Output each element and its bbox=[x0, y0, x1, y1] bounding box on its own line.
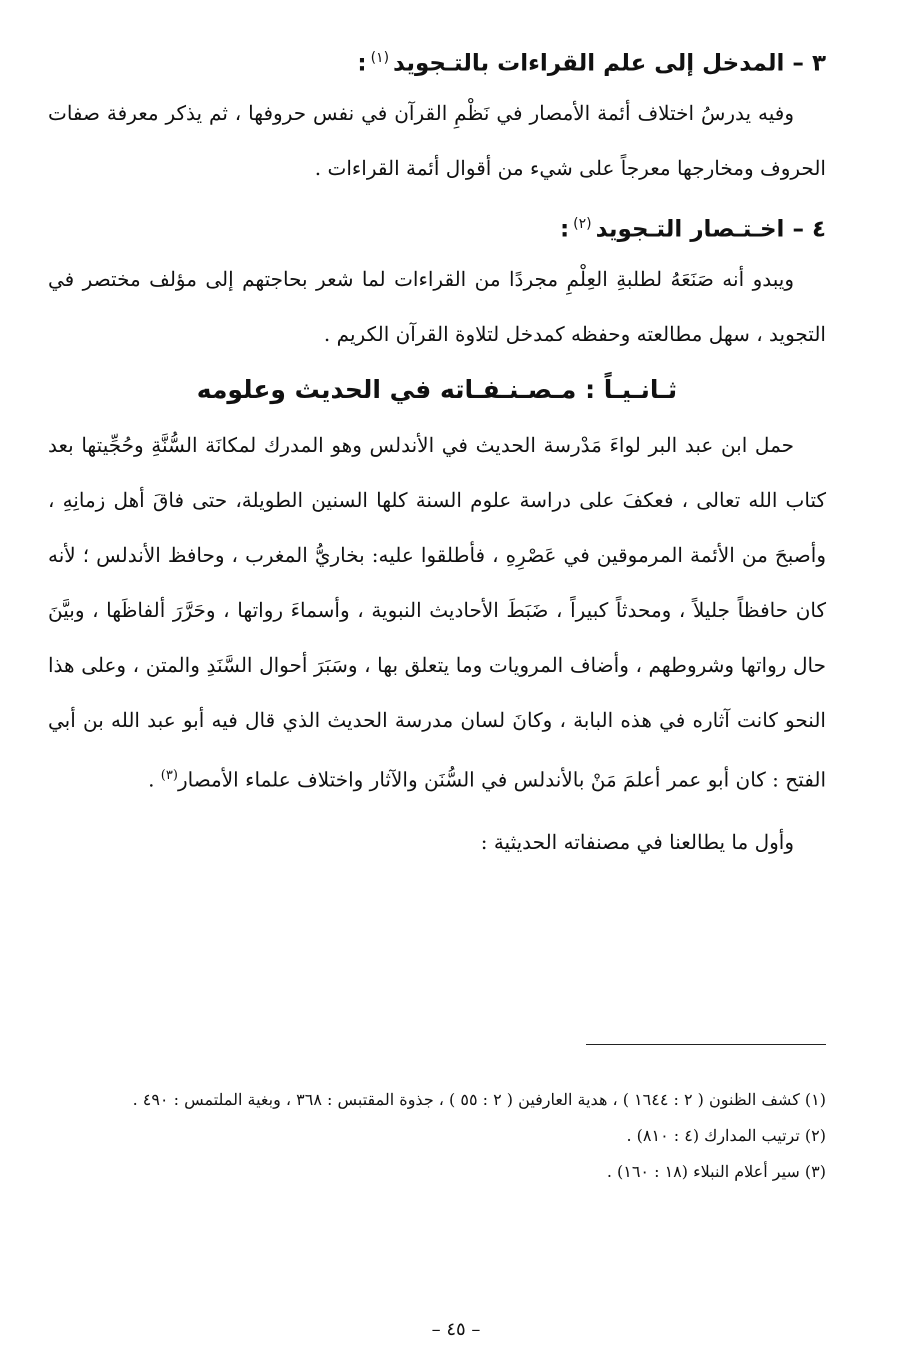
paragraph-main-text: حمل ابن عبد البر لواءَ مَدْرسة الحديث في الأندلس وهو المدرك لمكانَة السُّنَّةِ وحُجِّيتها بعد كتاب الله تعالى ، فعكفَ على دراسة علوم السنة كلها السنين الطويلة، حتى فاقَ أهل زمانِهِ ، وأصبحَ من الأئمة المرموقين في عَصْرِهِ ، فأطلقوا عليه: بخاريُّ المغرب ، وحافظ الأندلس ؛ لأنه كان حافظاً جليلاً ، ومحدثاً كبيراً ، ضَبَطَ الأحاديث النبوية ، وأسماءَ رواتها ، وحَرَّرَ ألفاظَها ، وبيَّنَ حال رواتها وشروطهم ، وأضاف المرويات وما يتعلق بها ، وسَبَرَ أحوال السَّنَدِ والمتن ، وعلى هذا النحو كانت آثاره في هذه البابة ، وكانَ لسان مدرسة الحديث الذي قال فيه أبو عبد الله بن أبي الفتح : كان أبو عمر أعلمَ مَنْ بالأندلس في السُّنَن والآثار واختلاف علماء الأمصار bbox=[48, 433, 826, 792]
heading-item-3-colon: : bbox=[357, 50, 367, 77]
heading-item-3-text: ٣ – المدخل إلى علم القراءات بالتـجويد bbox=[393, 50, 826, 77]
footnote-1: (١) كشف الظنون ( ٢ : ١٦٤٤ ) ، هدية العارفين ( ٢ : ٥٥ ) ، جذوة المقتبس : ٣٦٨ ، وبغية الملتمس : ٤٩٠ . bbox=[132, 1090, 826, 1109]
footnote-ref-3: (٣) bbox=[160, 768, 178, 783]
footnote-ref-1: (١) bbox=[370, 50, 390, 66]
heading-item-4 bbox=[48, 196, 826, 252]
paragraph-item-3: وفيه يدرسُ اختلاف أئمة الأمصار في نَظْمِ القرآن في نفس حروفها ، ثم يذكر معرفة صفات الحروف ومخارجها معرجاً على شيء من أقوال أئمة القراءات . bbox=[48, 101, 826, 180]
paragraph-main-end: . bbox=[148, 767, 161, 792]
paragraph-main bbox=[48, 418, 826, 808]
paragraph-item-4: ويبدو أنه صَنَعَهُ لطلبةِ العِلْمِ مجردًا من القراءات لما شعر بحاجتهم إلى مؤلف مختصر في التجويد ، سهل مطالعته وحفظه كمدخل لتلاوة القرآن الكريم . bbox=[48, 267, 826, 346]
page-number: – ٤٥ – bbox=[431, 1319, 481, 1340]
footnote-3: (٣) سير أعلام النبلاء (١٨ : ١٦٠) . bbox=[606, 1162, 826, 1181]
footnote-divider bbox=[586, 1044, 826, 1045]
heading-item-3 bbox=[48, 30, 826, 86]
main-content bbox=[48, 30, 826, 870]
section-title: ثـانـيـاً : مـصـنـفـاته في الحديث وعلومه bbox=[196, 375, 678, 404]
footnote-ref-2: (٢) bbox=[573, 216, 592, 232]
heading-item-4-text: ٤ – اخـتـصار التـجويد bbox=[595, 216, 826, 243]
footnotes bbox=[48, 1082, 826, 1190]
heading-item-4-colon: : bbox=[559, 216, 570, 243]
footnote-2: (٢) ترتيب المدارك (٤ : ٨١٠) . bbox=[626, 1126, 826, 1145]
paragraph-lead: وأول ما يطالعنا في مصنفاته الحديثية : bbox=[480, 829, 794, 854]
